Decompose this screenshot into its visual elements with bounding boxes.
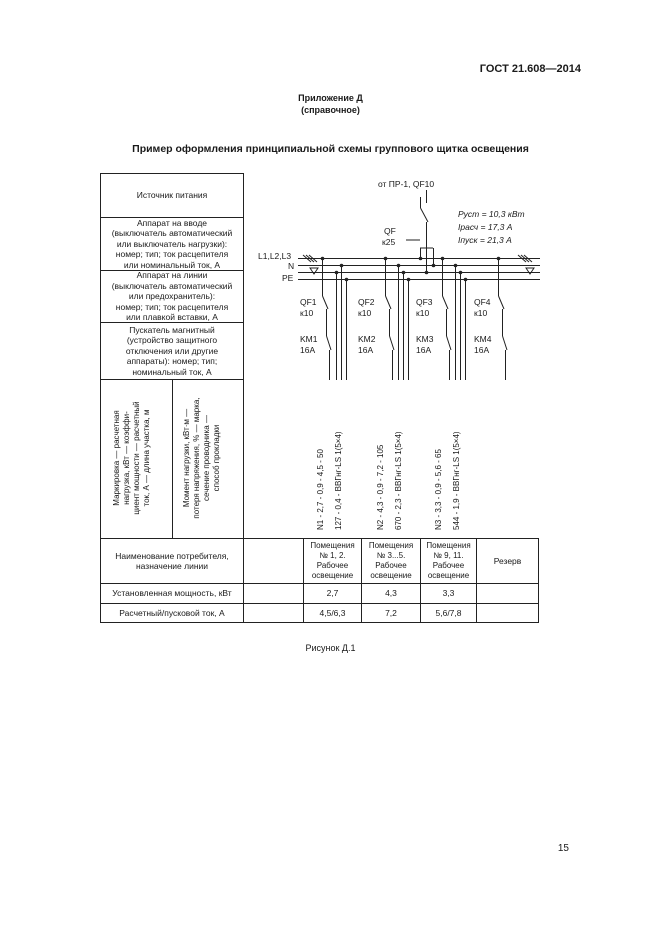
row-current-value: 7,2 <box>385 607 397 618</box>
standard-number: ГОСТ 21.608—2014 <box>479 63 581 75</box>
appendix-subtitle: (справочное) <box>301 105 360 115</box>
qf4-label: QF4 <box>474 297 491 307</box>
consumer-name-header: Наименование потребителя, назначение линии <box>115 550 229 571</box>
source-ref: от ПР-1, QF10 <box>378 179 435 189</box>
label-input-device: Аппарат на вводе (выключатель автоматический или выключатель нагрузки): номер; тип; ток расцепителя или номинальный ток, А <box>111 217 233 270</box>
qf3-label: QF3 <box>416 297 433 307</box>
figure-caption: Рисунок Д.1 <box>305 643 356 653</box>
param-p: Pуст = 10,3 кВт <box>458 209 525 219</box>
km2-rating: 16A <box>358 345 374 355</box>
km4-label: KM4 <box>474 334 492 344</box>
label-starter: Пускатель магнитный (устройство защитного отключения или другие аппараты): номер; тип; номинальный ток, А <box>125 324 219 377</box>
qf1-label: QF1 <box>300 297 317 307</box>
param-i-calc: Iрасч = 17,3 А <box>458 222 513 232</box>
feeder-2-cable: 670 - 2,3 - ВВГнг-LS 1(5×4) <box>394 431 403 530</box>
row-power-value: 4,3 <box>385 588 397 599</box>
feeder-1-cable: 127 - 0,4 - ВВГнг-LS 1(5×4) <box>334 431 343 530</box>
param-i-start: Iпуск = 21,3 А <box>458 235 512 245</box>
appendix-title: Приложение Д <box>298 93 363 103</box>
qf-main-label: QF <box>384 226 396 236</box>
feeder-3-marking: N3 - 3,3 - 0,9 - 5,6 - 65 <box>434 449 443 530</box>
qf3-rating: к10 <box>416 308 430 318</box>
bus-label-l: L1,L2,L3 <box>258 251 292 261</box>
figure-title: Пример оформления принципиальной схемы группового щитка освещения <box>132 143 529 155</box>
bus-label-n: N <box>288 261 295 271</box>
qf4-rating: к10 <box>474 308 488 318</box>
row-power-value: 3,3 <box>442 588 455 599</box>
feeder-1-marking: N1 - 2,7 - 0,9 - 4,5 - 50 <box>316 449 325 530</box>
km3-label: KM3 <box>416 334 434 344</box>
page-number: 15 <box>557 843 569 854</box>
consumer-2: Помещения № 3...5. Рабочее освещение <box>368 541 414 580</box>
label-line-device: Аппарат на линии (выключатель автоматический или предохранитель): номер; тип; ток расцепителя или плавкой вставки, А <box>111 270 233 323</box>
consumer-1: Помещения № 1, 2. Рабочее освещение <box>310 541 355 580</box>
feeder-1 <box>323 258 347 380</box>
km2-label: KM2 <box>358 334 376 344</box>
row-current-value: 4,5/6,3 <box>319 607 346 618</box>
label-moment-rotated: Момент нагрузки, кВт·м — потеря напряжения, % — марка, сечение проводника — способ прокладки <box>182 397 221 519</box>
bus-label-pe: PE <box>282 273 294 283</box>
qf-main-rating: к25 <box>382 237 396 247</box>
row-power-value: 2,7 <box>326 588 339 599</box>
feeder-4 <box>499 258 508 380</box>
consumer-3: Помещения № 9, 11. Рабочее освещение <box>426 541 471 580</box>
km1-label: KM1 <box>300 334 318 344</box>
consumer-header-empty <box>244 539 303 583</box>
row-power-value <box>477 584 538 603</box>
qf1-rating: к10 <box>300 308 314 318</box>
label-source: Источник питания <box>136 190 208 201</box>
km3-rating: 16A <box>416 345 432 355</box>
feeder-3 <box>443 258 466 380</box>
qf2-label: QF2 <box>358 297 375 307</box>
row-current-label: Расчетный/пусковой ток, А <box>119 607 225 618</box>
consumer-reserve: Резерв <box>493 555 522 566</box>
feeder-2 <box>386 258 409 380</box>
row-power-label: Установленная мощность, кВт <box>112 588 232 599</box>
km4-rating: 16A <box>474 345 490 355</box>
km1-rating: 16A <box>300 345 316 355</box>
feeder-3-cable: 544 - 1,9 - ВВГнг-LS 1(5×4) <box>452 431 461 530</box>
label-marking-rotated: Маркировка — расчетная нагрузка, кВт — коэффи- циент мощности — расчетный ток, А — длина участка, м <box>112 401 151 515</box>
row-current-value: 5,6/7,8 <box>435 607 462 618</box>
qf2-rating: к10 <box>358 308 372 318</box>
feeder-2-marking: N2 - 4,3 - 0,9 - 7,2 - 105 <box>376 444 385 530</box>
row-current-value <box>477 604 538 622</box>
